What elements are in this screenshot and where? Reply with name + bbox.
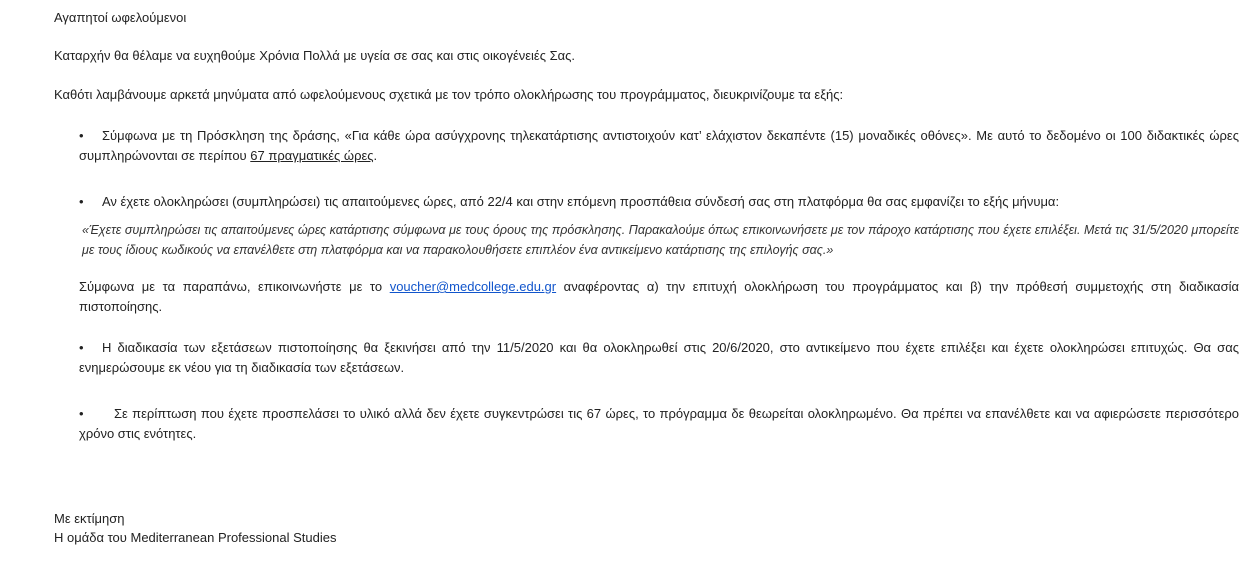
platform-message-quote: «Έχετε συμπληρώσει τις απαιτούμενες ώρες κατάρτισης σύμφωνα με τους όρους της πρόσκλησης. Παρακαλούμε όπως επικοινωνήσετε με τον πάροχο κατάρτισης που έχετε επιλέξει. Μετά τις 31/5/2020 μπορείτε με τους ίδιους κωδικούς να επανέλθετε στη πλατφόρμα και να παρακολουθήσετε επιπλέον ένα αντικείμενο κατάρτισης της επιλογής σας.» <box>82 223 1239 257</box>
bullet-1-underlined: 67 πραγματικές ώρες <box>250 148 374 163</box>
bullet-1-body: Σύμφωνα με τη Πρόσκληση της δράσης, «Για κάθε ώρα ασύγχρονης τηλεκατάρτισης αντιστοιχούν κατ’ ελάχιστον δεκαπέντε (15) μοναδικές οθόνες». Με αυτό το δεδομένο οι 100 διδακτικές ώρες συμπληρώνονται σε περίπου <box>79 128 1239 163</box>
signature-closing: Με εκτίμηση <box>54 511 125 526</box>
bullet-marker: • <box>79 194 84 209</box>
bullet-marker: • <box>79 340 84 355</box>
contact-paragraph <box>79 277 1239 317</box>
email-link[interactable]: voucher@medcollege.edu.gr <box>389 279 557 294</box>
bullet-1-end: . <box>373 148 378 163</box>
wishes-text: Καταρχήν θα θέλαμε να ευχηθούμε Χρόνια Πολλά με υγεία σε σας και στις οικογένειές Σας. <box>54 48 576 63</box>
bullet-4-text: Σε περίπτωση που έχετε προσπελάσει το υλικό αλλά δεν έχετε συγκεντρώσει τις 67 ώρες, το πρόγραμμα δε θεωρείται ολοκληρωμένο. Θα πρέπει να επανέλθετε και να αφιερώσετε περισσότερο χρόνο στις ενότητες. <box>79 406 1239 441</box>
intro-text: Καθότι λαμβάνουμε αρκετά μηνύματα από ωφελούμενους σχετικά με τον τρόπο ολοκλήρωσης του προγράμματος, διευκρινίζουμε τα εξής: <box>54 87 844 102</box>
signature-team: Η ομάδα του Mediterranean Professional Studies <box>54 530 337 545</box>
bullet-marker: • <box>79 406 84 421</box>
greeting: Αγαπητοί ωφελούμενοι <box>54 10 187 25</box>
bullet-1-text <box>79 126 1239 166</box>
bullet-2-text: Αν έχετε ολοκληρώσει (συμπληρώσει) τις απαιτούμενες ώρες, από 22/4 και στην επόμενη προσπάθεια σύνδεσή σας στη πλατφόρμα θα σας εμφανίζει το εξής μήνυμα: <box>102 194 1060 209</box>
contact-after: αναφέροντας α) την επιτυχή ολοκλήρωση του προγράμματος και β) την πρόθεσή συμμετοχής στη διαδικασία πιστοποίησης. <box>79 279 1239 314</box>
contact-before: Σύμφωνα με τα παραπάνω, επικοινωνήστε με το <box>79 279 390 294</box>
bullet-3-text: Η διαδικασία των εξετάσεων πιστοποίησης θα ξεκινήσει από την 11/5/2020 και θα ολοκληρωθεί στις 20/6/2020, στο αντικείμενο που έχετε επιλέξει και έχετε ολοκληρώσει επιτυχώς. Θα σας ενημερώσουμε εκ νέου για τη διαδικασία των εξετάσεων. <box>79 340 1239 375</box>
bullet-marker: • <box>79 128 84 143</box>
